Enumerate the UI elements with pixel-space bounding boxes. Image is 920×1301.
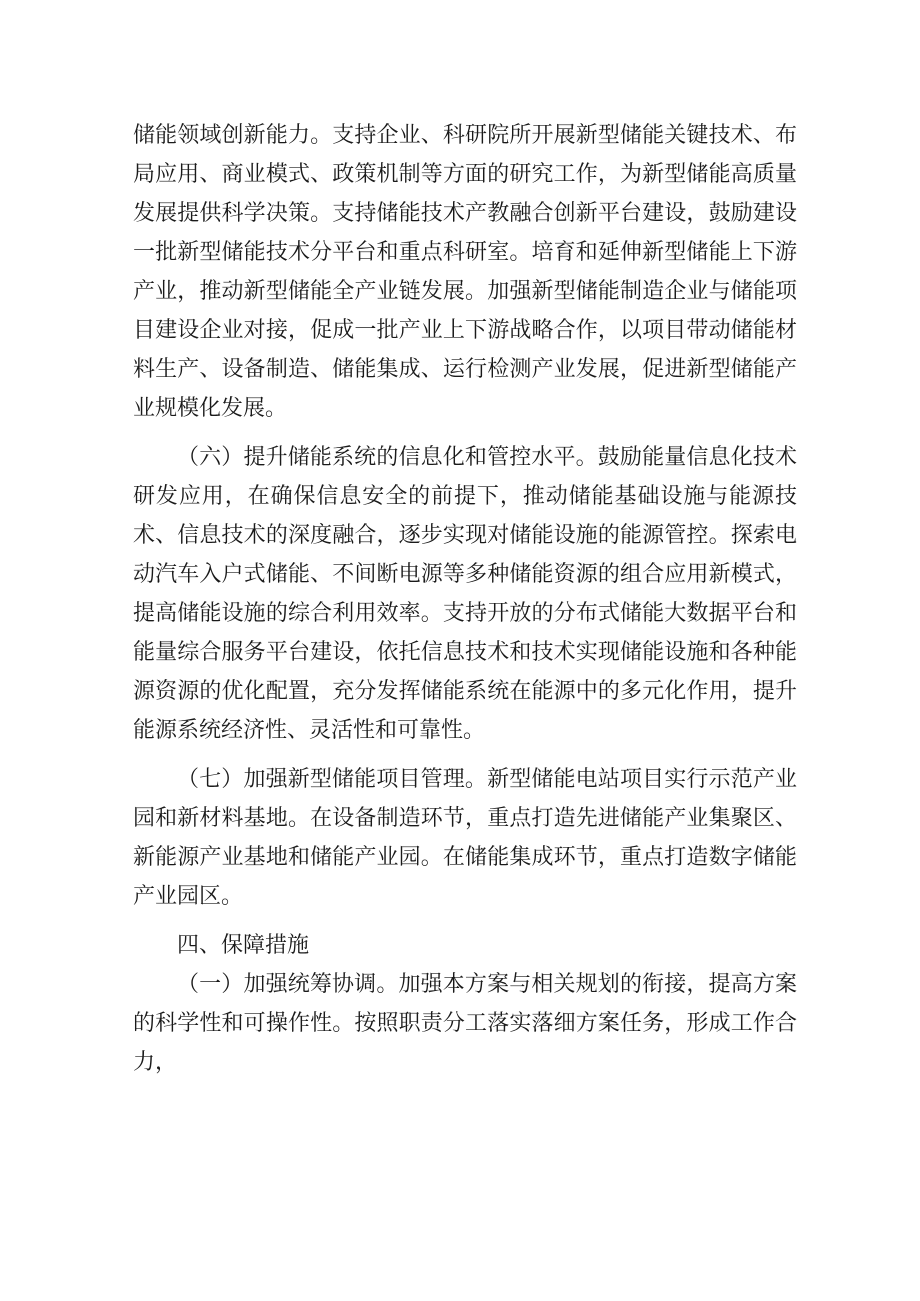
paragraph-energy-storage-innovation: 储能领域创新能力。支持企业、科研院所开展新型储能关键技术、布局应用、商业模式、政策机制等方面的研究工作，为新型储能高质量发展提供科学决策。支持储能技术产教融合创新平台建设，鼓励建设一批新型储能技术分平台和重点科研室。培育和延伸新型储能上下游产业，推动新型储能全产业链发展。加强新型储能制造企业与储能项目建设企业对接，促成一批产业上下游战略合作，以项目带动储能材料生产、设备制造、储能集成、运行检测产业发展，促进新型储能产业规模化发展。 — [133, 123, 797, 421]
paragraph-section-seven: （七）加强新型储能项目管理。新型储能电站项目实行示范产业园和新材料基地。在设备制造环节，重点打造先进储能产业集聚区、新能源产业基地和储能产业园。在储能集成环节，重点打造数字储能产业园区。 — [133, 767, 797, 909]
paragraph-section-six: （六）提升储能系统的信息化和管控水平。鼓励能量信息化技术研发应用，在确保信息安全的前提下，推动储能基础设施与能源技术、信息技术的深度融合，逐步实现对储能设施的能源管控。探索电动汽车入户式储能、不间断电源等多种储能资源的组合应用新模式，提高储能设施的综合利用效率。支持开放的分布式储能大数据平台和能量综合服务平台建设，依托信息技术和技术实现储能设施和各种能源资源的优化配置，充分发挥储能系统在能源中的多元化作用，提升能源系统经济性、灵活性和可靠性。 — [133, 445, 797, 743]
heading-safeguard-measures: 四、保障措施 — [177, 933, 310, 958]
paragraph-section-one-coordination: （一）加强统筹协调。加强本方案与相关规划的衔接，提高方案的科学性和可操作性。按照职责分工落实落细方案任务，形成工作合力， — [133, 972, 797, 1075]
document-body — [133, 116, 797, 1082]
